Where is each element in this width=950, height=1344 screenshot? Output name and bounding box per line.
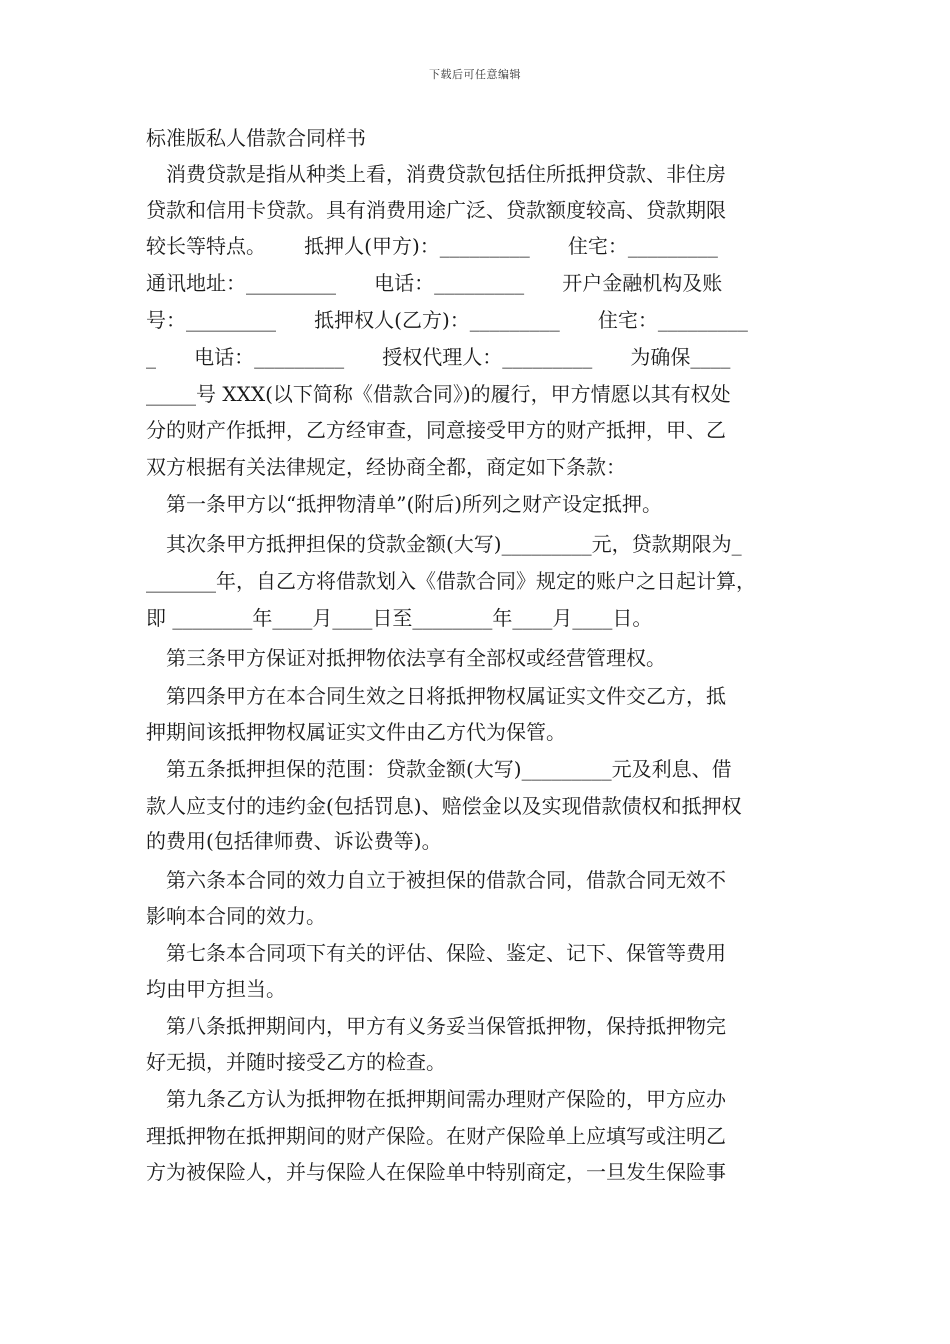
text-line: _____号 XXX(以下简称《借款合同》)的履行，甲方情愿以其有权处 [146,382,731,406]
text-line: 第八条抵押期间内，甲方有义务妥当保管抵押物，保持抵押物完 [166,1014,726,1038]
text-line: 的费用(包括律师费、诉讼费等)。 [146,829,442,853]
text-line: 均由甲方担当。 [146,977,286,1001]
text-line: 款人应支付的违约金(包括罚息)、赔偿金以及实现借款债权和抵押权 [146,794,742,818]
text-line: _ 电话：_________ 授权代理人：_________ 为确保____ [146,345,731,369]
text-line: 第一条甲方以“抵押物清单”(附后)所列之财产设定抵押。 [166,492,663,516]
text-line: 较长等特点。 抵押人(甲方)：_________ 住宅：_________ [146,234,718,258]
page-header: 下载后可任意编辑 [429,68,521,81]
text-line: 即 ________年____月____日至________年____月____日。 [146,606,653,630]
text-line: _______年，自乙方将借款划入《借款合同》规定的账户之日起计算， [146,569,756,593]
text-line: 第三条甲方保证对抵押物依法享有全部权或经营管理权。 [166,646,666,670]
text-line: 分的财产作抵押，乙方经审查，同意接受甲方的财产抵押，甲、乙 [146,418,726,442]
text-line: 第九条乙方认为抵押物在抵押期间需办理财产保险的，甲方应办 [166,1087,726,1111]
text-line: 通讯地址：_________ 电话：_________ 开户金融机构及账 [146,271,723,295]
document-title: 标准版私人借款合同样书 [146,126,366,150]
text-line: 第七条本合同项下有关的评估、保险、鉴定、记下、保管等费用 [166,941,726,965]
text-line: 影响本合同的效力。 [146,904,326,928]
text-line: 号：_________ 抵押权人(乙方)：_________ 住宅：_________ [146,308,748,332]
text-line: 第六条本合同的效力自立于被担保的借款合同，借款合同无效不 [166,868,726,892]
text-line: 第四条甲方在本合同生效之日将抵押物权属证实文件交乙方，抵 [166,684,726,708]
text-line: 好无损，并随时接受乙方的检查。 [146,1050,446,1074]
text-line: 消费贷款是指从种类上看，消费贷款包括住所抵押贷款、非住房 [166,162,726,186]
text-line: 其次条甲方抵押担保的贷款金额(大写)_________元，贷款期限为_ [166,532,742,556]
text-line: 贷款和信用卡贷款。具有消费用途广泛、贷款额度较高、贷款期限 [146,198,726,222]
text-line: 双方根据有关法律规定，经协商全都，商定如下条款： [146,455,626,479]
text-line: 押期间该抵押物权属证实文件由乙方代为保管。 [146,720,566,744]
text-line: 理抵押物在抵押期间的财产保险。在财产保险单上应填写或注明乙 [146,1124,726,1148]
text-line: 第五条抵押担保的范围：贷款金额(大写)_________元及利息、借 [166,757,732,781]
text-line: 方为被保险人，并与保险人在保险单中特别商定，一旦发生保险事 [146,1160,726,1184]
